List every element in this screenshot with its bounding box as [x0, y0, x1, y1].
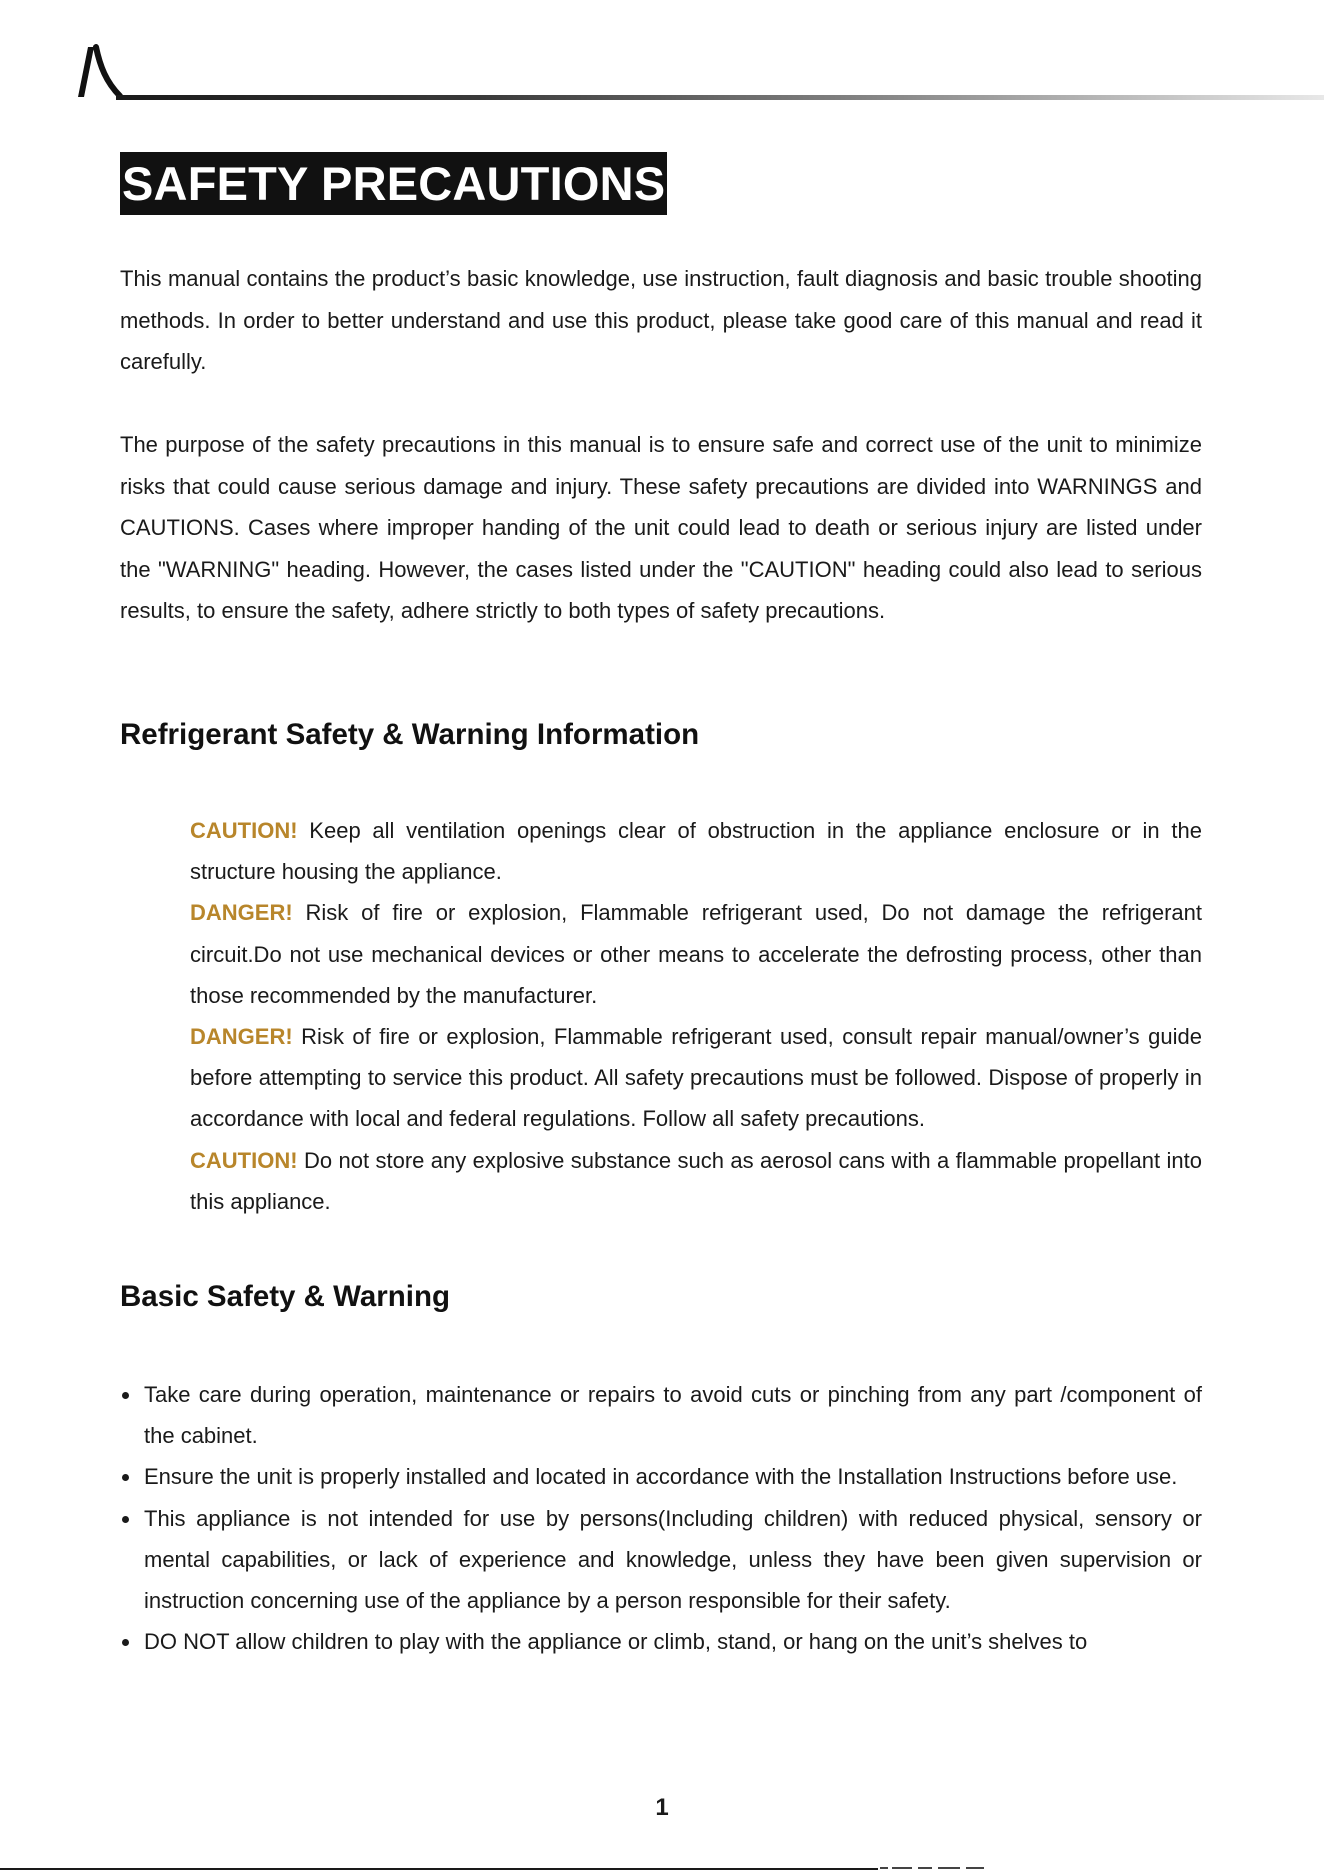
intro-text: The purpose of the safety precautions in this manual is to ensure safe and correct use of the unit to minimize risks that could cause serious damage and injury. These safety precautions are divided into WARNINGS and CAUTIONS. Cases where improper handing of the unit could lead to death or serious injury are listed under the "WARNING" heading. However, the cases listed under the "CAUTION" heading could also lead to serious results, to ensure the safety, adhere strictly to both types of safety precautions. [120, 432, 1202, 623]
list-item-text: DO NOT allow children to play with the appliance or climb, stand, or hang on the unit’s shelves to [144, 1629, 1088, 1655]
list-item [120, 1456, 1202, 1497]
list-item [120, 1498, 1202, 1622]
basic-safety-list [120, 1374, 1202, 1662]
warning-item [190, 810, 1202, 892]
section-heading-refrigerant: Refrigerant Safety & Warning Information [120, 718, 700, 751]
danger-tag: DANGER! [190, 1024, 293, 1050]
intro-paragraph-2 [120, 424, 1202, 632]
section-heading-basic-safety: Basic Safety & Warning [120, 1280, 451, 1313]
danger-tag: DANGER! [190, 900, 293, 926]
warning-item [190, 1016, 1202, 1140]
warning-text: Keep all ventilation openings clear of obstruction in the appliance enclosure or in the structure housing the appliance. [190, 818, 1202, 885]
list-item [120, 1621, 1202, 1662]
bullet-icon [122, 1474, 129, 1481]
warning-item [190, 892, 1202, 1016]
warning-text: Risk of fire or explosion, Flammable refrigerant used, consult repair manual/owner’s guide before attempting to service this product. All safety precautions must be followed. Dispose of properly in accordance with local and federal regulations. Follow all safety precautions. [190, 1024, 1202, 1132]
refrigerant-warning-list [190, 810, 1202, 1222]
list-item-text: Ensure the unit is properly installed and located in accordance with the Installation Instructions before use. [144, 1464, 1178, 1490]
bullet-icon [122, 1392, 129, 1399]
footer-fragment-icon [878, 1866, 1028, 1872]
intro-paragraph-1 [120, 258, 1202, 383]
page-number: 1 [655, 1794, 669, 1821]
intro-text: This manual contains the product’s basic knowledge, use instruction, fault diagnosis and basic trouble shooting methods. In order to better understand and use this product, please take good care of this manual and read it carefully. [120, 266, 1202, 374]
caution-tag: CAUTION! [190, 1147, 298, 1173]
bullet-icon [122, 1639, 129, 1646]
x-logo-icon [74, 44, 130, 100]
list-item-text: This appliance is not intended for use by persons(Including children) with reduced physical, sensory or mental capabilities, or lack of experience and knowledge, unless they have been given supervision or instruction concerning use of the appliance by a person responsible for their safety. [144, 1505, 1202, 1614]
page-title: SAFETY PRECAUTIONS [120, 152, 667, 215]
warning-text: Risk of fire or explosion, Flammable refrigerant used, Do not damage the refrigerant circuit.Do not use mechanical devices or other means to accelerate the defrosting process, other than those recommended by the manufacturer. [190, 900, 1202, 1008]
warning-text: Do not store any explosive substance such as aerosol cans with a flammable propellant into this appliance. [190, 1147, 1202, 1214]
warning-item [190, 1140, 1202, 1222]
list-item-text: Take care during operation, maintenance or repairs to avoid cuts or pinching from any part /component of the cabinet. [144, 1382, 1202, 1449]
bullet-icon [122, 1516, 129, 1523]
header-rule [116, 95, 1324, 100]
footer-rule [0, 1868, 878, 1870]
caution-tag: CAUTION! [190, 818, 298, 843]
list-item [120, 1374, 1202, 1456]
